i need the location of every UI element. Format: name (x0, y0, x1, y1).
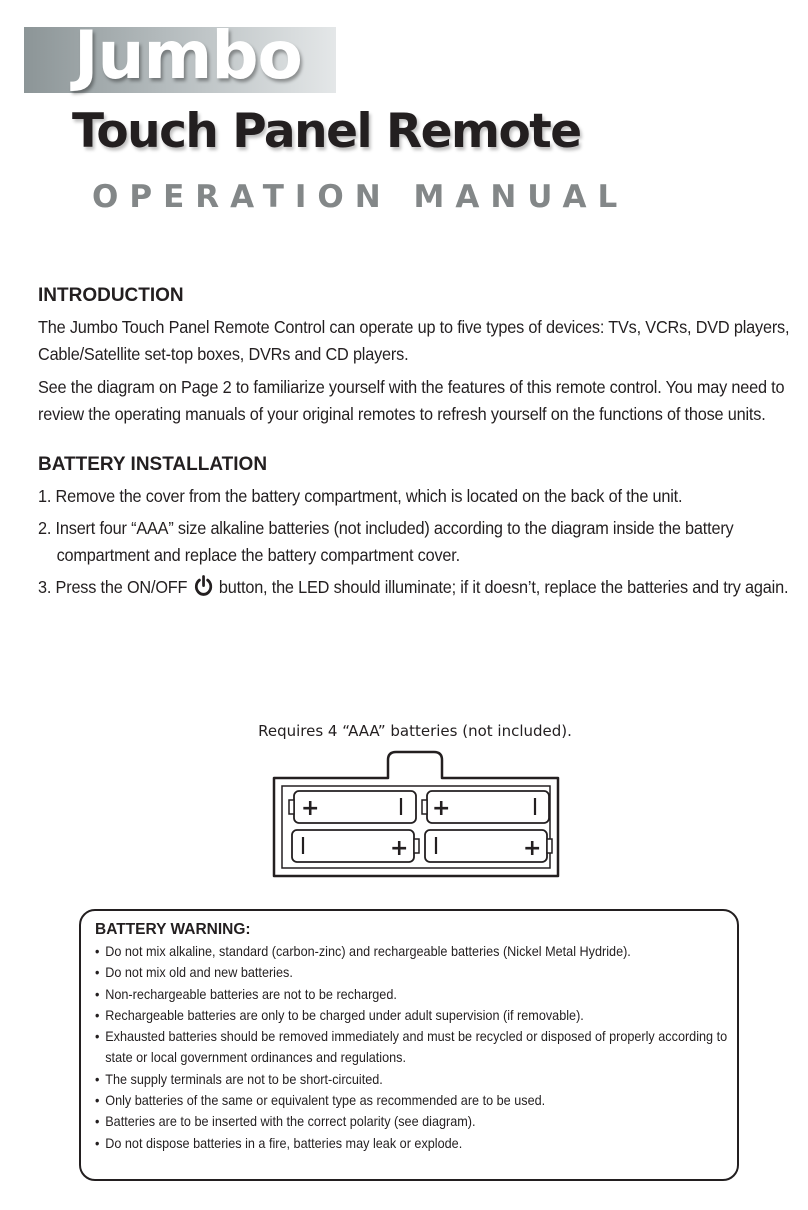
installation-steps (38, 483, 790, 601)
plus-terminal-label: + (432, 796, 451, 821)
warning-item (95, 1026, 747, 1069)
warning-item-text: Batteries are to be inserted with the correct polarity (see diagram). (105, 1114, 476, 1130)
manual-content (38, 282, 790, 601)
warning-item (95, 1111, 747, 1132)
bullet: • (95, 1029, 100, 1045)
warning-item-text: Non-rechargeable batteries are not to be recharged. (105, 986, 397, 1002)
introduction-heading: INTRODUCTION (38, 285, 184, 306)
warning-item-text: Do not mix old and new batteries. (105, 965, 293, 981)
warning-item-text: Exhausted batteries should be removed immediately and must be recycled or disposed of properly according to state or local government ordinances and regulations. (105, 1029, 728, 1066)
warning-item (95, 962, 747, 983)
battery-warning-list (95, 941, 728, 1154)
warning-item (95, 1005, 747, 1026)
battery-installation-heading: BATTERY INSTALLATION (38, 454, 268, 475)
warning-item (95, 1090, 747, 1111)
battery-compartment-diagram (270, 748, 566, 880)
product-title: Touch Panel Remote (72, 104, 581, 159)
battery-caption: Requires 4 “AAA” batteries (not included). (258, 722, 572, 740)
battery-top-right (422, 791, 549, 823)
brand-title: Jumbo (74, 17, 302, 94)
warning-item (95, 1133, 747, 1154)
battery-bottom-right (425, 830, 552, 862)
power-icon (193, 575, 213, 597)
plus-terminal-label: + (390, 836, 409, 861)
warning-item-text: Do not mix alkaline, standard (carbon-zinc) and rechargeable batteries (Nickel Metal Hydride). (105, 944, 631, 959)
plus-terminal-label: + (301, 796, 320, 821)
document-type: OPERATION MANUAL (92, 179, 629, 215)
installation-step: 2. Insert four “AAA” size alkaline batteries (not included) according to the diagram inside the battery compartment and replace the battery compartment cover. (38, 518, 734, 565)
installation-step (38, 574, 808, 601)
bullet: • (95, 1007, 100, 1023)
warning-item-text: The supply terminals are not to be short-circuited. (105, 1071, 383, 1087)
bullet: • (95, 1071, 100, 1087)
warning-item (95, 941, 747, 962)
bullet: • (95, 1135, 100, 1151)
warning-item (95, 1069, 747, 1090)
bullet: • (95, 1093, 100, 1109)
plus-terminal-label: + (523, 836, 542, 861)
introduction-paragraph: The Jumbo Touch Panel Remote Control can operate up to five types of devices: TVs, VCRs, DVD players, Cable/Satellite set-top boxes, DVRs and CD players. (38, 317, 790, 364)
battery-warning-box (79, 909, 739, 1181)
battery-top-left (289, 791, 416, 823)
bullet: • (95, 1114, 100, 1130)
warning-item-text: Rechargeable batteries are only to be charged under adult supervision (if removable). (105, 1007, 584, 1023)
warning-item (95, 984, 747, 1005)
warning-item-text: Only batteries of the same or equivalent type as recommended are to be used. (105, 1093, 546, 1109)
bullet: • (95, 986, 100, 1002)
bullet: • (95, 965, 100, 981)
installation-step: 1. Remove the cover from the battery compartment, which is located on the back of the unit. (38, 486, 683, 506)
bullet: • (95, 944, 100, 959)
introduction-paragraph: See the diagram on Page 2 to familiarize yourself with the features of this remote control. You may need to review the operating manuals of your original remotes to refresh yourself on the functions of those units. (38, 377, 785, 424)
battery-bottom-left (292, 830, 419, 862)
warning-item-text: Do not dispose batteries in a fire, batteries may leak or explode. (105, 1135, 463, 1151)
step-3-text: 3. Press the ON/OFF (38, 577, 188, 597)
battery-warning-title: BATTERY WARNING: (95, 921, 251, 938)
step-3-continuation: button, the LED should illuminate; if it doesn’t, replace the batteries and try again. (218, 577, 789, 597)
